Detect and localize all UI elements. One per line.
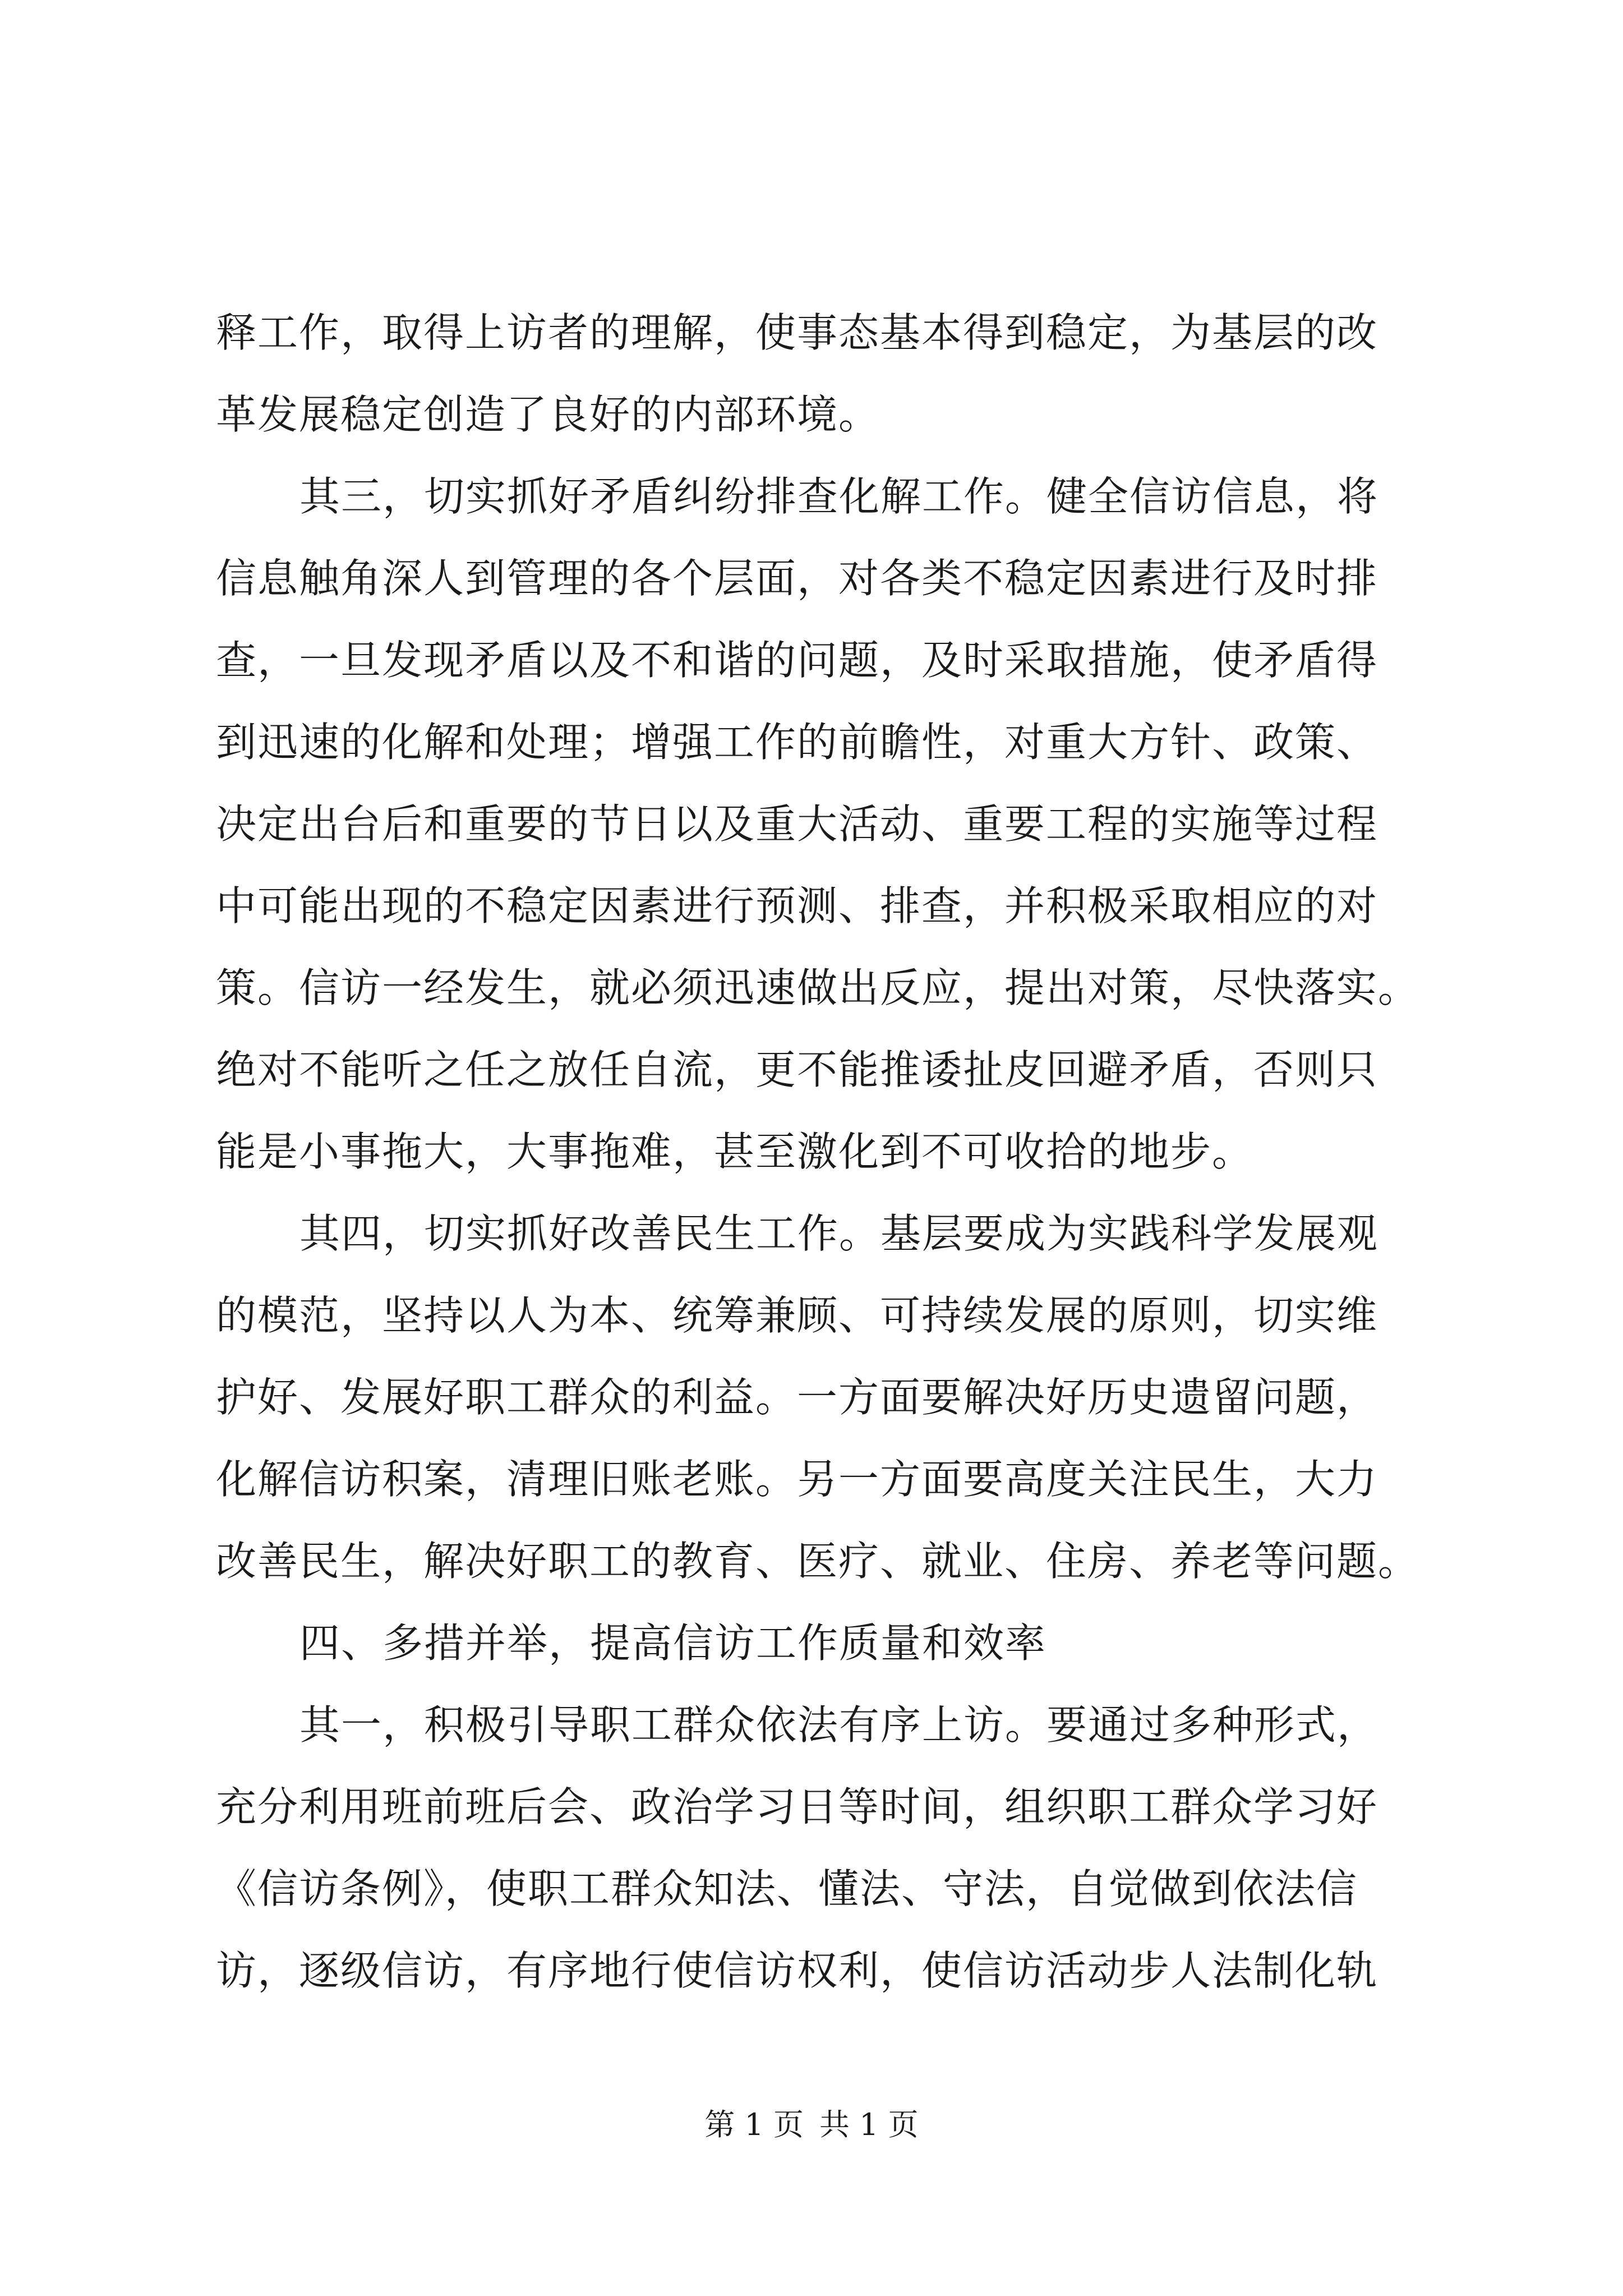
text-line: 查，一旦发现矛盾以及不和谐的问题，及时采取措施，使矛盾得 — [216, 637, 1378, 684]
text-line: 充分利用班前班后会、政治学习日等时间，组织职工群众学习好 — [216, 1783, 1378, 1830]
paragraph-start-line: 其三，切实抓好矛盾纠纷排查化解工作。健全信访信息，将 — [299, 473, 1379, 520]
text-line: 革发展稳定创造了良好的内部环境。 — [216, 391, 880, 438]
page-total: 共 1 页 — [819, 2107, 919, 2142]
text-line: 到迅速的化解和处理；增强工作的前瞻性，对重大方针、政策、 — [216, 719, 1378, 766]
text-line: 信息触角深人到管理的各个层面，对各类不稳定因素进行及时排 — [216, 555, 1378, 602]
text-line: 中可能出现的不稳定因素进行预测、排查，并积极采取相应的对 — [216, 882, 1378, 930]
section-heading: 四、多措并举，提高信访工作质量和效率 — [299, 1619, 1047, 1667]
paragraph-start-line: 其一，积极引导职工群众依法有序上访。要通过多种形式， — [299, 1701, 1379, 1749]
page-footer — [0, 2101, 1623, 2144]
text-line: 化解信访积案，清理旧账老账。另一方面要高度关注民生，大力 — [216, 1456, 1378, 1503]
text-line: 护好、发展好职工群众的利益。一方面要解决好历史遗留问题， — [216, 1374, 1378, 1421]
text-line: 绝对不能听之任之放任自流，更不能推诿扯皮回避矛盾，否则只 — [216, 1046, 1378, 1093]
text-line: 《信访条例》，使职工群众知法、懂法、守法，自觉做到依法信 — [216, 1865, 1358, 1912]
paragraph-start-line: 其四，切实抓好改善民生工作。基层要成为实践科学发展观 — [299, 1210, 1379, 1257]
document-body — [216, 292, 1427, 2012]
text-line: 决定出台后和重要的节日以及重大活动、重要工程的实施等过程 — [216, 800, 1378, 848]
text-line: 释工作，取得上访者的理解，使事态基本得到稳定，为基层的改 — [216, 309, 1378, 356]
text-line: 能是小事拖大，大事拖难，甚至激化到不可收拾的地步。 — [216, 1128, 1254, 1175]
text-line: 访，逐级信访，有序地行使信访权利，使信访活动步人法制化轨 — [216, 1947, 1378, 1994]
text-line: 策。信访一经发生，就必须迅速做出反应，提出对策，尽快落实。 — [216, 964, 1420, 1011]
page-number: 第 1 页 — [704, 2107, 804, 2142]
text-line: 改善民生，解决好职工的教育、医疗、就业、住房、养老等问题。 — [216, 1538, 1420, 1585]
text-line: 的模范，坚持以人为本、统筹兼顾、可持续发展的原则，切实维 — [216, 1292, 1378, 1339]
